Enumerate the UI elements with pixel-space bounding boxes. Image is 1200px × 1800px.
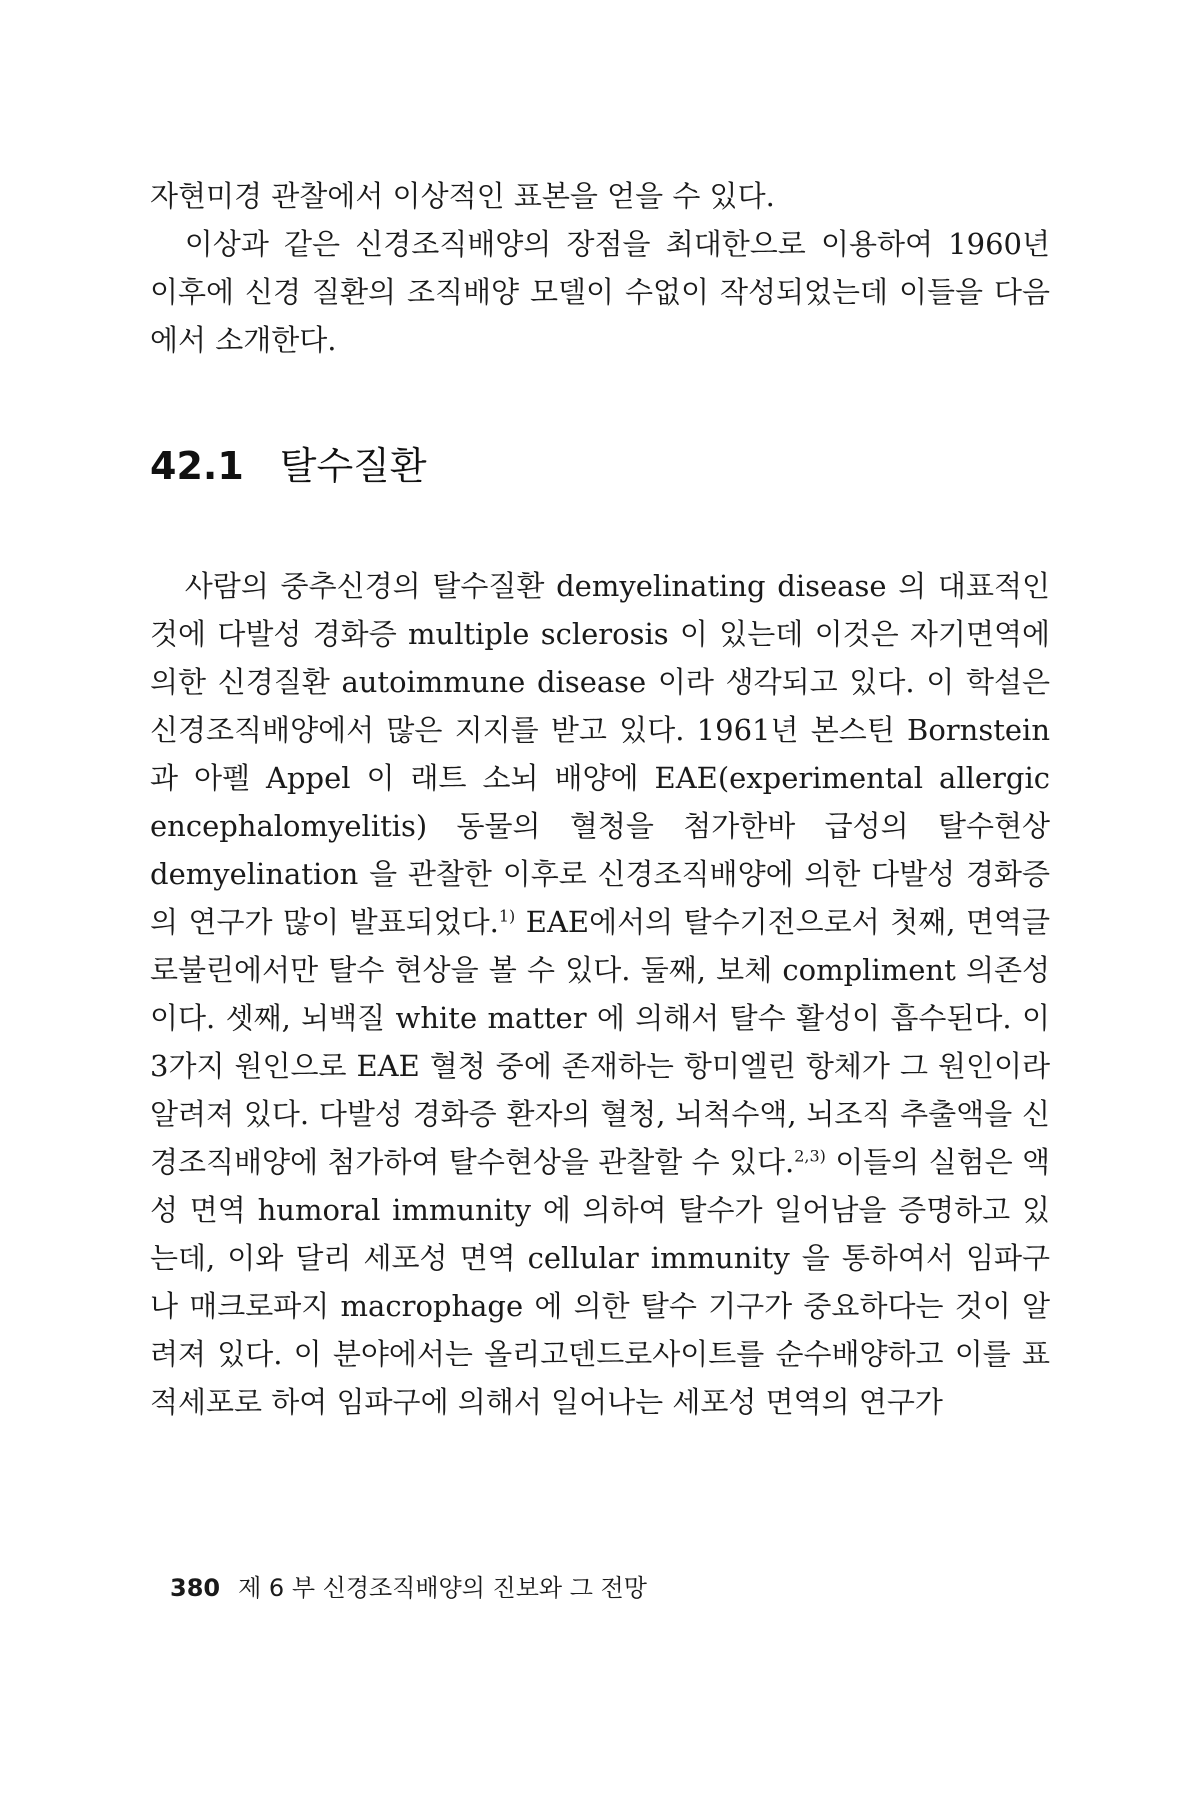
section-number: 42.1 xyxy=(150,444,244,488)
section-heading xyxy=(150,442,1050,490)
body-text-part-3: 이들의 실험은 액성 면역 humoral immunity 에 의하여 탈수가 일어남을 증명하고 있는데, 이와 달리 세포성 면역 cellular immunity 을 통하여서 임파구나 매크로파지 macrophage 에 의한 탈수 기구가 중요하다는 것이 알려져 있다. 이 분야에서는 올리고덴드로사이트를 순수배양하고 이를 표적세포로 하여 임파구에 의해서 일어나는 세포성 면역의 연구가 xyxy=(150,1145,1050,1419)
body-paragraph xyxy=(150,562,1050,1426)
intro-paragraph: 이상과 같은 신경조직배양의 장점을 최대한으로 이용하여 1960년 이후에 신경 질환의 조직배양 모델이 수없이 작성되었는데 이들을 다음에서 소개한다. xyxy=(150,227,1050,357)
section-title: 탈수질환 xyxy=(279,444,427,488)
body-text-part-1: 사람의 중추신경의 탈수질환 demyelinating disease 의 대표적인 것에 다발성 경화증 multiple sclerosis 이 있는데 이것은 자기면역에 의한 신경질환 autoimmune disease 이라 생각되고 있다. 이 학설은 신경조직배양에서 많은 지지를 받고 있다. 1961년 본스틴 Bornstein 과 아펠 Appel 이 래트 소뇌 배양에 EAE(experimental allergic encephalomyelitis) 동물의 혈청을 첨가한바 급성의 탈수현상 demyelination 을 관찰한 이후로 신경조직배양에 의한 다발성 경화증의 연구가 많이 발표되었다. xyxy=(150,569,1050,939)
page-number: 380 xyxy=(170,1574,221,1602)
intro-continuation-line: 자현미경 관찰에서 이상적인 표본을 얻을 수 있다. xyxy=(150,179,775,213)
page-footer xyxy=(170,1568,647,1603)
body-text-part-2: EAE에서의 탈수기전으로서 첫째, 면역글로불린에서만 탈수 현상을 볼 수 있다. 둘째, 보체 compliment 의존성이다. 셋째, 뇌백질 white matter 에 의해서 탈수 활성이 흡수된다. 이 3가지 원인으로 EAE 혈청 중에 존재하는 항미엘린 항체가 그 원인이라 알려져 있다. 다발성 경화증 환자의 혈청, 뇌척수액, 뇌조직 추출액을 신경조직배양에 첨가하여 탈수현상을 관찰할 수 있다. xyxy=(150,905,1050,1179)
page-content xyxy=(150,172,1050,1426)
running-title: 제 6 부 신경조직배양의 진보와 그 전망 xyxy=(238,1574,647,1602)
citation-1: 1) xyxy=(498,906,516,926)
citation-2-3: 2,3) xyxy=(794,1146,826,1166)
